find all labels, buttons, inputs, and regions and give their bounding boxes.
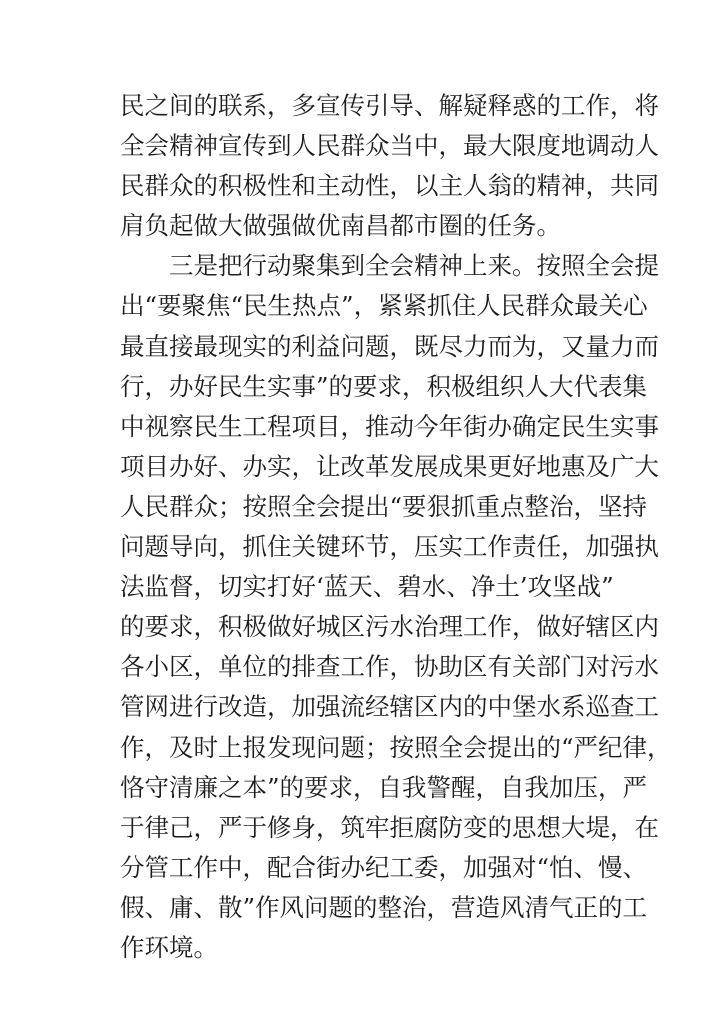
- text-line: 肩负起做大做强做优南昌都市圈的任务。: [120, 211, 561, 241]
- text-line: 中视察民生工程项目，推动今年街办确定民生实事: [120, 411, 659, 441]
- text-line: 全会精神宣传到人民群众当中，最大限度地调动人: [120, 131, 659, 161]
- text-line: 出“要聚焦“民生热点”，紧紧抓住人民群众最关心: [120, 291, 648, 321]
- text-line: 管网进行改造，加强流经辖区内的中堡水系巡查工: [120, 692, 659, 722]
- text-line: 恪守清廉之本”的要求，自我警醒，自我加压，严: [120, 772, 648, 802]
- text-line: 作环境。: [120, 932, 218, 962]
- text-line: 项目办好、办实，让改革发展成果更好地惠及广大: [120, 451, 659, 481]
- paragraph-start-line: 三是把行动聚集到全会精神上来。按照全会提: [120, 251, 659, 281]
- text-line: 问题导向，抓住关键环节，压实工作责任，加强执: [120, 532, 659, 562]
- text-line: 民之间的联系，多宣传引导、解疑释惑的工作，将: [120, 91, 659, 120]
- text-line: 假、庸、散”作风问题的整治，营造风清气正的工: [120, 892, 648, 922]
- text-line: 作，及时上报发现问题；按照全会提出的“严纪律，: [120, 732, 672, 762]
- text-line: 于律己，严于修身，筑牢拒腐防变的思想大堤，在: [120, 812, 659, 842]
- body-text: [120, 86, 672, 968]
- text-line: 各小区，单位的排查工作，协助区有关部门对污水: [120, 652, 659, 682]
- text-line: 的要求，积极做好城区污水治理工作，做好辖区内: [120, 612, 659, 642]
- text-line: 分管工作中，配合街办纪工委，加强对“怕、慢、: [120, 852, 648, 882]
- text-line: 最直接最现实的利益问题，既尽力而为，又量力而: [120, 331, 659, 361]
- text-line: 民群众的积极性和主动性，以主人翁的精神，共同: [120, 171, 659, 201]
- text-line: 法监督，切实打好‘蓝天、碧水、净土’攻坚战”: [120, 572, 614, 602]
- text-line: 人民群众；按照全会提出“要狠抓重点整治，坚持: [120, 491, 648, 521]
- text-line: 行，办好民生实事”的要求，积极组织人大代表集: [120, 371, 648, 401]
